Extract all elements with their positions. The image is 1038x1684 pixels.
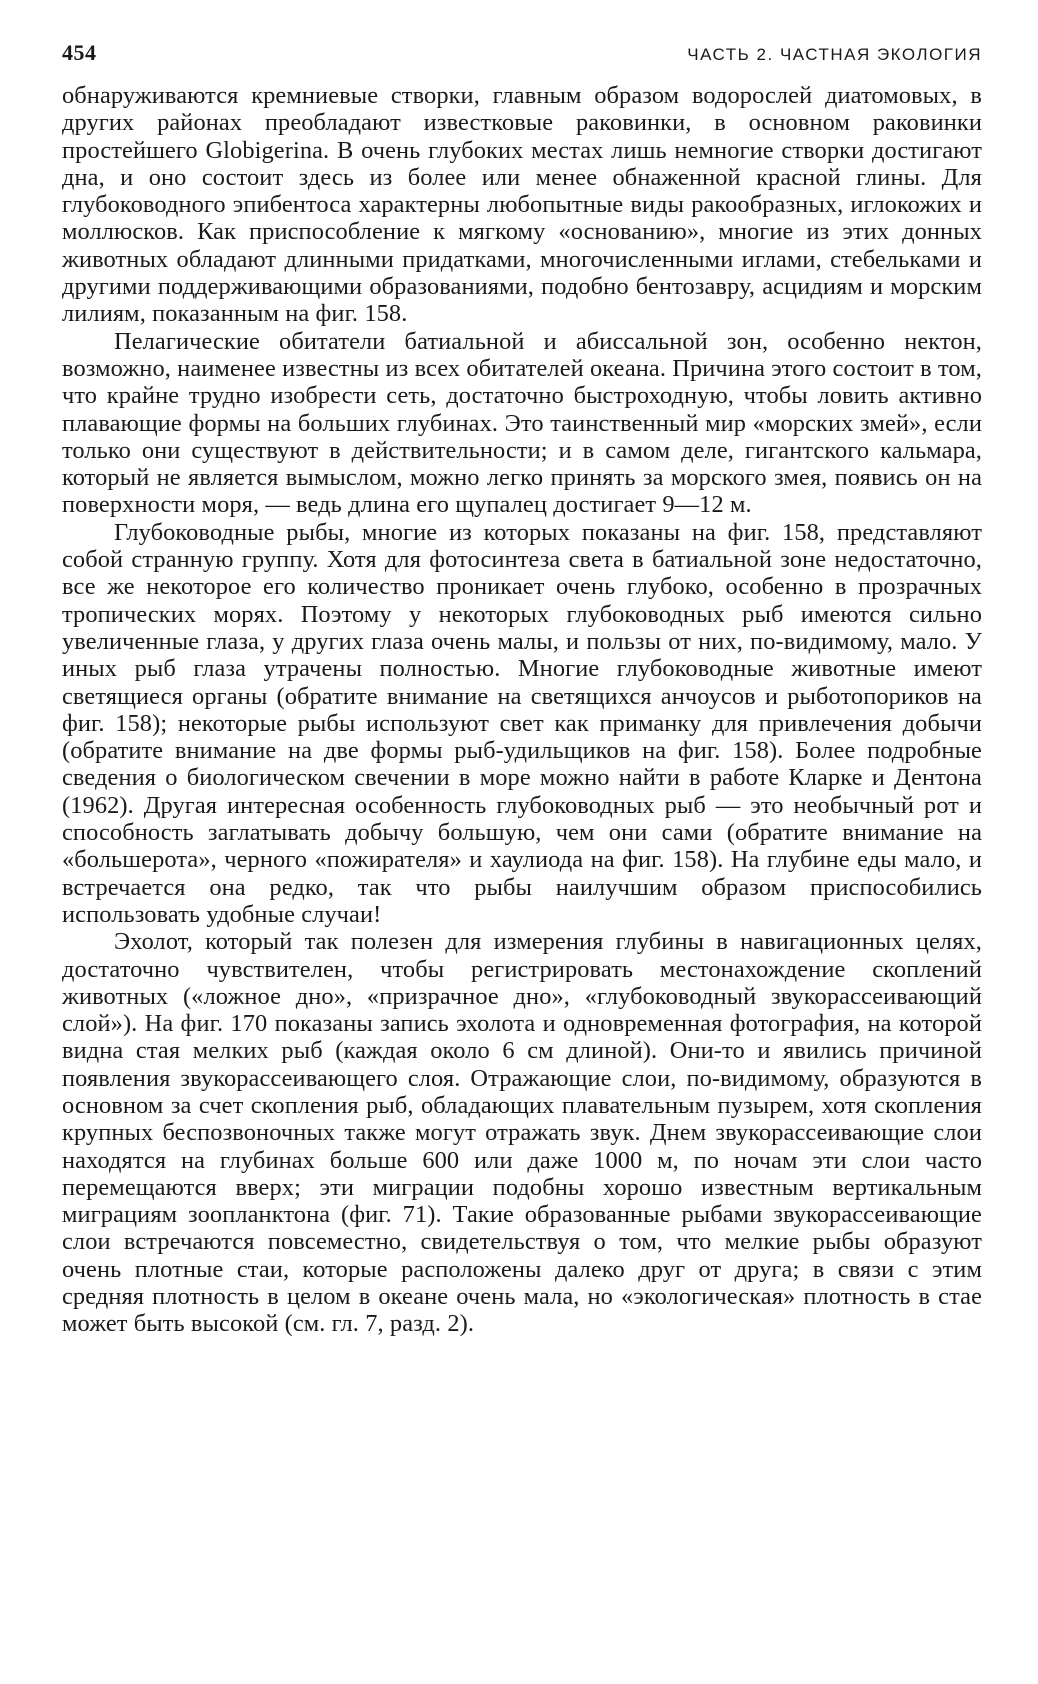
book-page (62, 40, 982, 1338)
paragraph-deep-sea-fish: Глубоководные рыбы, многие из которых показаны на фиг. 158, представляют собой странную группу. Хотя для фотосинтеза света в батиальной зоне недостаточно, все же некоторое его количество проникает очень глубоко, особенно в прозрачных тропических морях. Поэтому у некоторых глубоководных рыб имеются сильно увеличенные глаза, у других глаза очень малы, и пользы от них, по-видимому, мало. У иных рыб глаза утрачены полностью. Многие глубоководные животные имеют светящиеся органы (обратите внимание на светящихся анчоусов и рыботопориков на фиг. 158); некоторые рыбы используют свет как приманку для привлечения добычи (обратите внимание на две формы рыб-удильщиков на фиг. 158). Более подробные сведения о биологическом свечении в море можно найти в работе Кларке и Дентона (1962). Другая интересная особенность глубоководных рыб — это необычный рот и способность заглатывать добычу большую, чем они сами (обратите внимание на «большерота», черного «пожирателя» и хаулиода на фиг. 158). На глубине еды мало, и встречается она редко, так что рыбы наилучшим образом приспособились использовать удобные случаи! (62, 518, 982, 928)
paragraph-continued: обнаруживаются кремниевые створки, главным образом водорослей диатомовых, в других районах преобладают известковые раковинки, в основном раковинки простейшего Globigerina. В очень глубоких местах лишь немногие створки достигают дна, и оно состоит здесь из более или менее обнаженной красной глины. Для глубоководного эпибентоса характерны любопытные виды ракообразных, иглокожих и моллюсков. Как приспособление к мягкому «основанию», многие из этих донных животных обладают длинными придатками, многочисленными иглами, стебельками и другими поддерживающими образованиями, подобно бентозавру, асцидиям и морским лилиям, показанным на фиг. 158. (62, 82, 982, 328)
section-title: ЧАСТЬ 2. ЧАСТНАЯ ЭКОЛОГИЯ (687, 45, 982, 64)
paragraph-echo-sounder: Эхолот, который так полезен для измерения глубины в навигационных целях, достаточно чувствителен, чтобы регистрировать местонахождение скоплений животных («ложное дно», «призрачное дно», «глубоководный звукорассеивающий слой»). На фиг. 170 показаны запись эхолота и одновременная фотография, на которой видна стая мелких рыб (каждая около 6 см длиной). Они-то и явились причиной появления звукорассеивающего слоя. Отражающие слои, по-видимому, образуются в основном за счет скопления рыб, обладающих плавательным пузырем, хотя скопления крупных беспозвоночных также могут отражать звук. Днем звукорассеивающие слои находятся на глубинах больше 600 или даже 1000 м, по ночам эти слои часто перемещаются вверх; эти миграции подобны хорошо известным вертикальным миграциям зоопланктона (фиг. 71). Такие образованные рыбами звукорассеивающие слои встречаются повсеместно, свидетельствуя о том, что мелкие рыбы образуют очень плотные стаи, которые расположены далеко друг от друга; в связи с этим средняя плотность в целом в океане очень мала, но «экологическая» плотность в стае может быть высокой (см. гл. 7, разд. 2). (62, 928, 982, 1338)
paragraph-pelagic: Пелагические обитатели батиальной и абиссальной зон, особенно нектон, возможно, наименее известны из всех обитателей океана. Причина этого состоит в том, что крайне трудно изобрести сеть, достаточно быстроходную, чтобы ловить активно плавающие формы на больших глубинах. Это таинственный мир «морских змей», если только они существуют в действительности; и в самом деле, гигантского кальмара, который не является вымыслом, можно легко принять за морского змея, появись он на поверхности моря, — ведь длина его щупалец достигает 9—12 м. (62, 327, 982, 519)
page-number: 454 (62, 40, 97, 65)
body-text (62, 82, 982, 1338)
running-header (62, 40, 982, 74)
